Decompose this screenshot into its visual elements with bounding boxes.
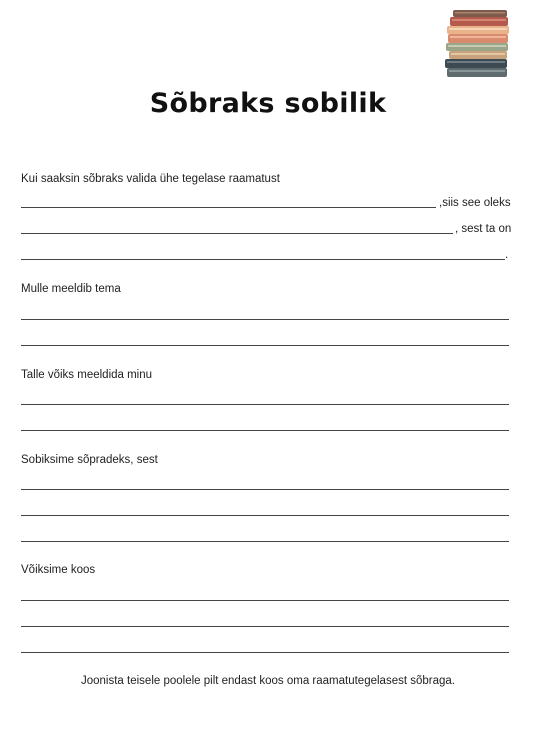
section-label: Mulle meeldib tema xyxy=(21,283,121,295)
answer-line[interactable] xyxy=(21,652,509,653)
answer-line[interactable] xyxy=(21,345,509,346)
answer-line[interactable] xyxy=(21,600,509,601)
intro-suffix-character: ,siis see oleks xyxy=(439,197,511,209)
answer-line[interactable] xyxy=(21,430,509,431)
intro-suffix-period: . xyxy=(505,249,509,261)
section-label: Talle võiks meeldida minu xyxy=(21,369,153,381)
answer-line[interactable] xyxy=(21,233,453,234)
answer-line[interactable] xyxy=(21,404,509,405)
answer-line[interactable] xyxy=(21,207,436,208)
page-title: Sõbraks sobilik xyxy=(149,88,387,119)
section-label: Võiksime koos xyxy=(21,564,96,576)
book-stack-icon xyxy=(441,6,517,82)
answer-line[interactable] xyxy=(21,541,509,542)
answer-line[interactable] xyxy=(21,515,509,516)
answer-line[interactable] xyxy=(21,319,509,320)
answer-line[interactable] xyxy=(21,626,509,627)
section-label: Sobiksime sõpradeks, sest xyxy=(21,454,158,466)
answer-line[interactable] xyxy=(21,259,505,260)
footer-instruction: Joonista teisele poolele pilt endast koos oma raamatutegelasest sõbraga. xyxy=(81,675,455,687)
intro-suffix-reason: , sest ta on xyxy=(455,223,512,235)
intro-prompt: Kui saaksin sõbraks valida ühe tegelase raamatust xyxy=(21,173,280,185)
answer-line[interactable] xyxy=(21,489,509,490)
